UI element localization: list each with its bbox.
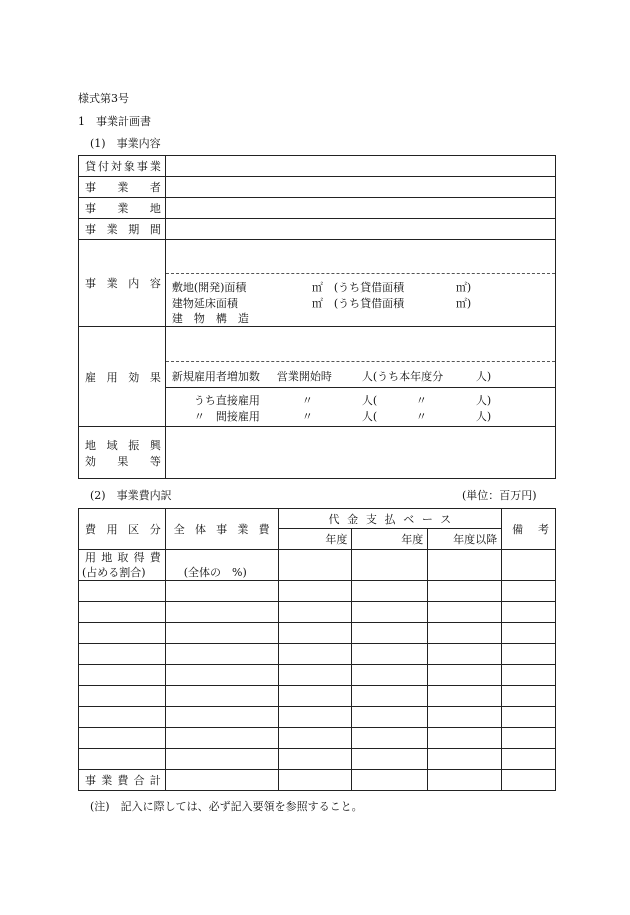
total-cost-y3[interactable] — [428, 770, 502, 791]
building-floor-label: 建物延床面積 — [171, 297, 238, 310]
cost-row-5-remarks[interactable] — [502, 665, 556, 686]
cost-row-5-y3[interactable] — [428, 665, 502, 686]
cost-row-7-y3[interactable] — [428, 707, 502, 728]
cost-row-7-remarks[interactable] — [502, 707, 556, 728]
content-table — [78, 155, 556, 479]
direct-hire-label: うち直接雇用 — [193, 394, 260, 407]
field-content[interactable] — [165, 240, 555, 327]
cost-table — [78, 508, 556, 791]
direct-persons-end: 人) — [475, 394, 492, 407]
footnote: (注) 記入に際しては、必ず記入要領を参照すること。 — [90, 800, 363, 813]
cost-row-5-category[interactable] — [79, 665, 166, 686]
field-site[interactable] — [165, 198, 555, 219]
cost-row-1-y1[interactable] — [278, 581, 352, 602]
cost-row-9-y3[interactable] — [428, 749, 502, 770]
label-content: 事業内容 — [79, 240, 166, 327]
cost-row-8-y2[interactable] — [352, 728, 428, 749]
label-regional-line2: 効果等 — [85, 454, 161, 468]
total-cost-y1[interactable] — [278, 770, 352, 791]
cost-row-8-y1[interactable] — [278, 728, 352, 749]
cost-row-6-y3[interactable] — [428, 686, 502, 707]
cost-row-4-y3[interactable] — [428, 644, 502, 665]
cost-row-6-y1[interactable] — [278, 686, 352, 707]
total-cost-y2[interactable] — [352, 770, 428, 791]
cost-row-3-remarks[interactable] — [502, 623, 556, 644]
new-hires-label: 新規雇用者増加数 — [171, 370, 260, 383]
cost-row-9-y2[interactable] — [352, 749, 428, 770]
cost-row-2-remarks[interactable] — [502, 602, 556, 623]
land-year-3[interactable] — [428, 550, 502, 581]
indirect-hire-label: 〃 間接雇用 — [193, 410, 260, 423]
cost-row-2-y3[interactable] — [428, 602, 502, 623]
cost-row-4-remarks[interactable] — [502, 644, 556, 665]
cost-row-9-remarks[interactable] — [502, 749, 556, 770]
site-leased-unit: ㎡) — [455, 281, 472, 294]
cost-row-4-y1[interactable] — [278, 644, 352, 665]
cost-row-4-total[interactable] — [165, 644, 278, 665]
unit-note: (単位：百万円) — [462, 489, 537, 502]
cost-row-9-total[interactable] — [165, 749, 278, 770]
label-site: 事業地 — [79, 198, 166, 219]
cost-row-5-total[interactable] — [165, 665, 278, 686]
header-payment-basis: 代金支払ベース — [278, 509, 502, 529]
cost-row-6-category[interactable] — [79, 686, 166, 707]
land-share-label: (占める割合) — [82, 566, 146, 579]
cost-row-7-y1[interactable] — [278, 707, 352, 728]
site-area-label: 敷地(開発)面積 — [171, 281, 247, 294]
land-year-1[interactable] — [278, 550, 352, 581]
label-employment: 雇用効果 — [79, 327, 166, 427]
cost-row-1-category[interactable] — [79, 581, 166, 602]
land-acquisition-label: 用地取得費 — [85, 551, 161, 564]
total-cost-label: 事業費合計 — [79, 770, 166, 791]
field-loan-project[interactable] — [165, 156, 555, 177]
field-regional[interactable] — [165, 427, 555, 479]
cost-row-7-total[interactable] — [165, 707, 278, 728]
direct-ditto-2: 〃 — [415, 394, 427, 407]
label-regional-line1: 地域振興 — [85, 438, 161, 452]
cost-row-2-y1[interactable] — [278, 602, 352, 623]
subsection-content-title: (1) 事業内容 — [90, 137, 161, 150]
cost-row-1-y2[interactable] — [352, 581, 428, 602]
total-cost-remarks[interactable] — [502, 770, 556, 791]
land-year-2[interactable] — [352, 550, 428, 581]
header-total: 全体事業費 — [165, 509, 278, 550]
cost-row-2-category[interactable] — [79, 602, 166, 623]
at-start-label: 営業開始時 — [276, 370, 332, 383]
cost-row-1-remarks[interactable] — [502, 581, 556, 602]
cost-row-4-category[interactable] — [79, 644, 166, 665]
cost-row-8-category[interactable] — [79, 728, 166, 749]
cost-row-3-total[interactable] — [165, 623, 278, 644]
cost-row-7-y2[interactable] — [352, 707, 428, 728]
header-remarks: 備考 — [502, 509, 556, 550]
indirect-ditto-1: 〃 — [301, 410, 313, 423]
section-title: 1 事業計画書 — [78, 115, 151, 128]
building-leased-unit: ㎡) — [455, 297, 472, 310]
cost-row-9-category[interactable] — [79, 749, 166, 770]
cost-row-8-y3[interactable] — [428, 728, 502, 749]
land-remarks[interactable] — [502, 550, 556, 581]
total-cost-total[interactable] — [165, 770, 278, 791]
cost-row-2-total[interactable] — [165, 602, 278, 623]
cost-row-6-remarks[interactable] — [502, 686, 556, 707]
building-leased-label: (うち貸借面積 — [333, 297, 405, 310]
header-year-2: 年度 — [352, 529, 428, 550]
header-category: 費用区分 — [79, 509, 166, 550]
label-operator: 事業者 — [79, 177, 166, 198]
cost-row-3-category[interactable] — [79, 623, 166, 644]
header-year-1: 年度 — [278, 529, 352, 550]
cost-row-1-y3[interactable] — [428, 581, 502, 602]
indirect-persons-end: 人) — [475, 410, 492, 423]
cost-row-3-y3[interactable] — [428, 623, 502, 644]
persons-close-label: 人) — [475, 370, 492, 383]
site-area-unit: ㎡ — [311, 281, 323, 294]
field-employment[interactable] — [165, 327, 555, 427]
cost-row-6-y2[interactable] — [352, 686, 428, 707]
cost-row-3-y1[interactable] — [278, 623, 352, 644]
field-period[interactable] — [165, 219, 555, 240]
site-leased-label: (うち貸借面積 — [333, 281, 405, 294]
land-acquisition-cell — [79, 550, 166, 581]
indirect-ditto-2: 〃 — [415, 410, 427, 423]
label-regional — [79, 427, 166, 479]
field-operator[interactable] — [165, 177, 555, 198]
subsection-cost-title: (2) 事業費内訳 — [90, 489, 172, 502]
indirect-persons: 人( — [361, 410, 378, 423]
cost-row-1-total[interactable] — [165, 581, 278, 602]
cost-row-4-y2[interactable] — [352, 644, 428, 665]
building-floor-unit: ㎡ — [311, 297, 323, 310]
cost-row-9-y1[interactable] — [278, 749, 352, 770]
cost-row-7-category[interactable] — [79, 707, 166, 728]
cost-row-2-y2[interactable] — [352, 602, 428, 623]
label-loan-project: 貸付対象事業 — [79, 156, 166, 177]
header-year-3-after: 年度以降 — [428, 529, 502, 550]
cost-row-8-remarks[interactable] — [502, 728, 556, 749]
cost-row-8-total[interactable] — [165, 728, 278, 749]
form-number: 様式第3号 — [78, 92, 129, 105]
direct-ditto-1: 〃 — [301, 394, 313, 407]
cost-row-5-y1[interactable] — [278, 665, 352, 686]
label-period: 事業期間 — [79, 219, 166, 240]
cost-row-6-total[interactable] — [165, 686, 278, 707]
cost-row-3-y2[interactable] — [352, 623, 428, 644]
structure-label: 建 物 構 造 — [171, 312, 249, 325]
direct-persons: 人( — [361, 394, 378, 407]
land-total-share[interactable]: (全体の %) — [165, 550, 278, 581]
persons-this-year-label: 人(うち本年度分 — [361, 370, 444, 383]
cost-row-5-y2[interactable] — [352, 665, 428, 686]
